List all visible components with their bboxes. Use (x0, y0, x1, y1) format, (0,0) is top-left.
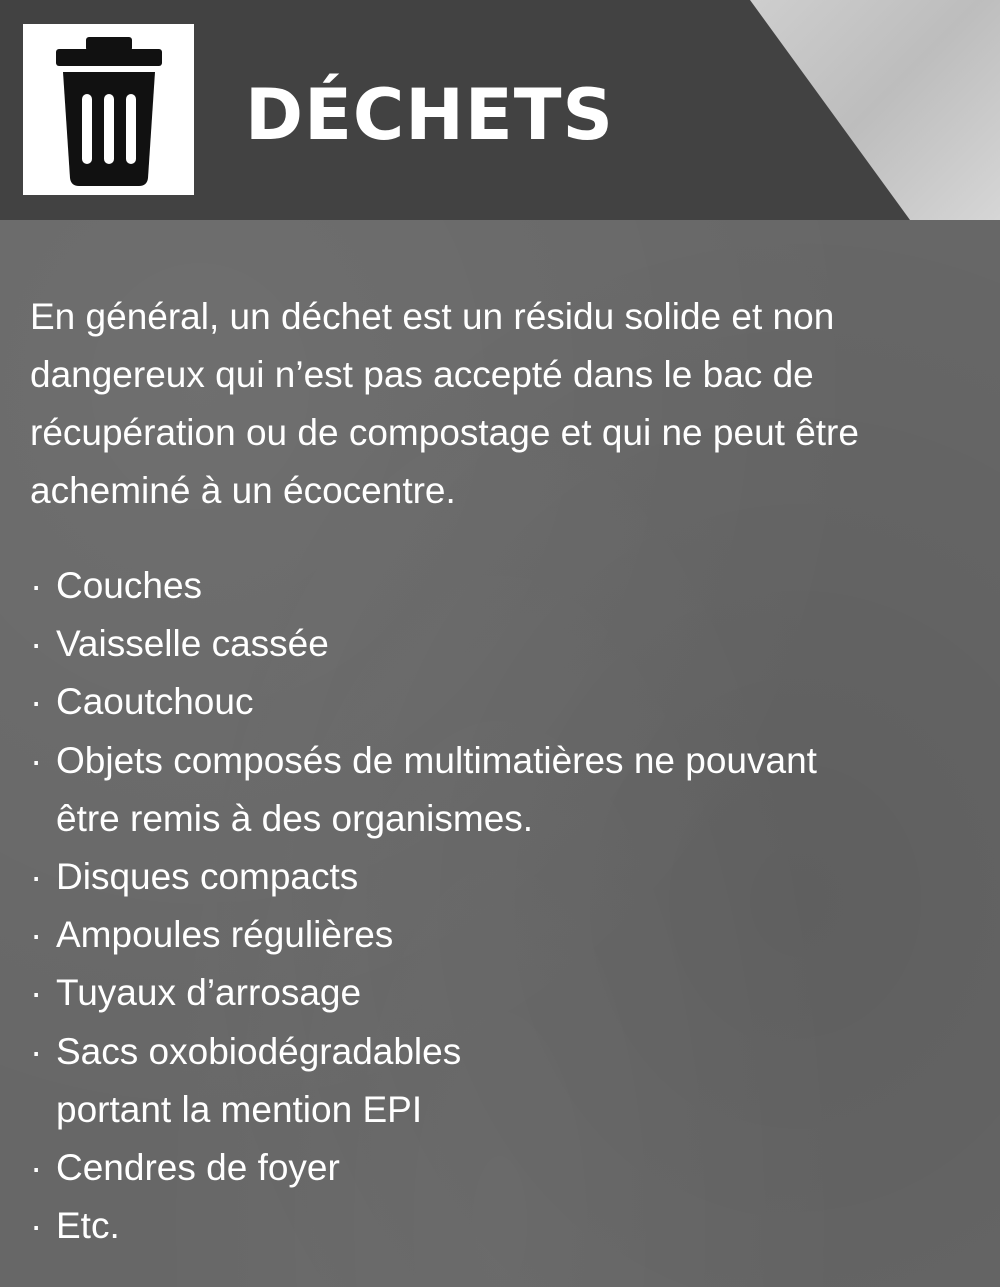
bullet-marker: · (30, 972, 43, 1014)
page-title: DÉCHETS (245, 74, 614, 156)
list-item-label: Cendres de foyer (56, 1147, 340, 1189)
list-item (30, 615, 980, 673)
bullet-marker: · (30, 856, 43, 898)
waste-items-list (30, 557, 980, 1255)
list-item (30, 732, 980, 848)
bullet-marker: · (30, 623, 43, 665)
intro-paragraph: En général, un déchet est un résidu solide et non dangereux qui n’est pas accepté dans le bac de récupération ou de compostage et qui ne peut être acheminé à un écocentre. (30, 296, 859, 511)
bullet-marker: · (30, 1030, 43, 1072)
list-item-label: Couches (56, 565, 203, 606)
bullet-marker: · (30, 1205, 43, 1247)
bullet-marker: · (30, 1147, 43, 1189)
list-item (30, 1139, 980, 1197)
list-item-label: Vaisselle cassée (56, 623, 329, 665)
trash-bin-icon (49, 30, 169, 190)
list-item-label: Etc. (56, 1205, 120, 1247)
icon-box (23, 24, 194, 195)
bullet-marker: · (30, 565, 43, 606)
bullet-marker: · (30, 739, 43, 781)
bullet-marker: · (30, 681, 43, 723)
list-item-label: Caoutchouc (56, 681, 254, 723)
bullet-marker: · (30, 914, 43, 956)
list-item-label: Ampoules régulières (56, 914, 394, 956)
list-item (30, 906, 980, 964)
list-item (30, 557, 980, 615)
list-item-label: Disques compacts (56, 856, 359, 898)
list-item (30, 964, 980, 1022)
list-item (30, 673, 980, 731)
list-item (30, 1197, 980, 1255)
list-item-label: Objets composés de multimatières ne pouvant être remis à des organismes. (56, 739, 817, 839)
list-item (30, 1023, 980, 1139)
list-item (30, 848, 980, 906)
list-item-label: Tuyaux d’arrosage (56, 972, 362, 1014)
list-item-label: Sacs oxobiodégradables portant la mention EPI (56, 1030, 462, 1130)
